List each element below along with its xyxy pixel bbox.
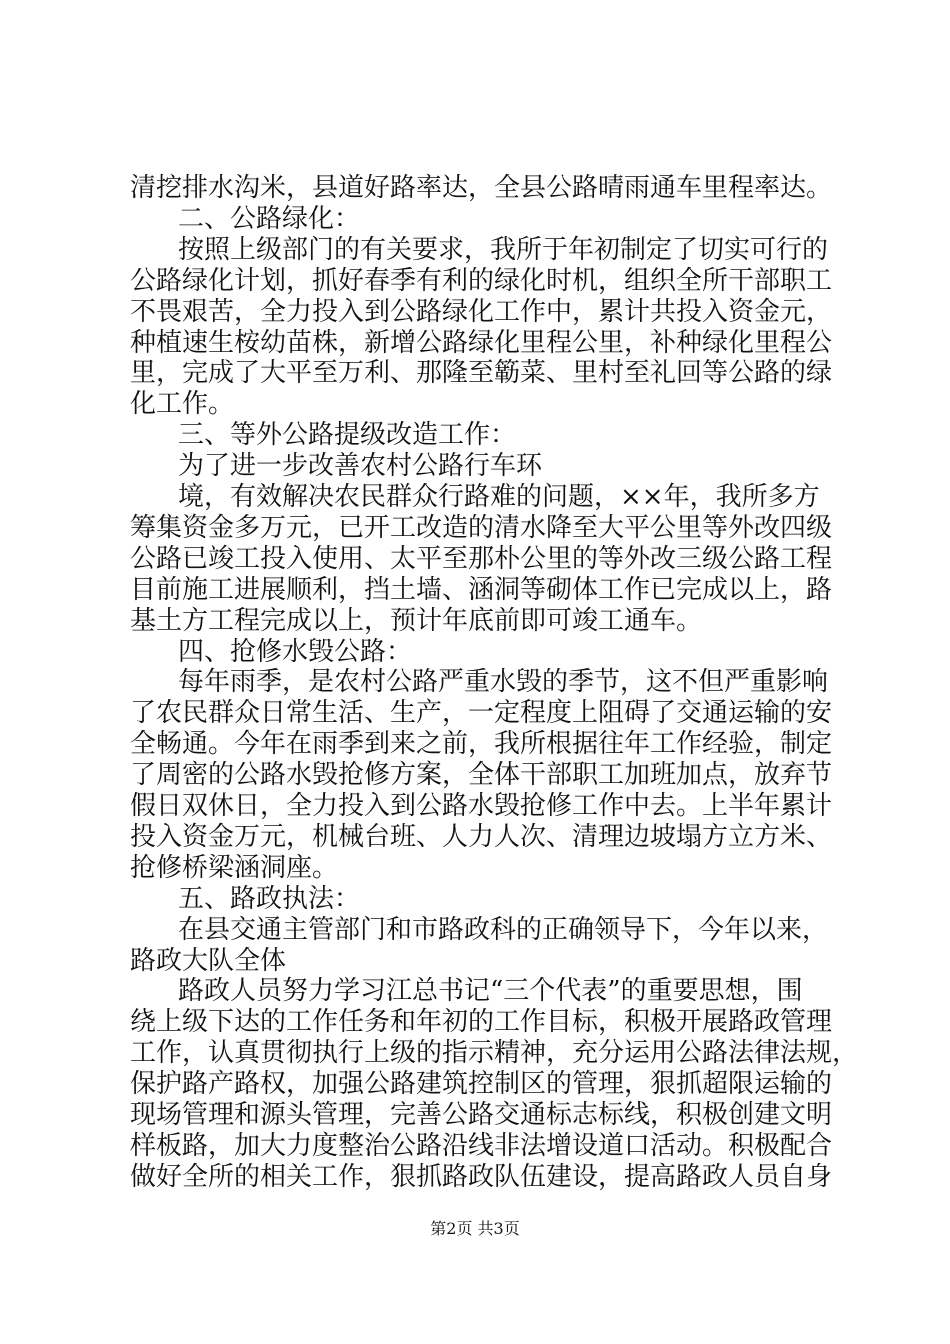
text-line: 投入资金万元，机械台班、人力人次、清理边坡塌方立方米、: [130, 821, 833, 852]
text-line: 工作，认真贯彻执行上级的指示精神，充分运用公路法律法规，: [130, 1038, 859, 1069]
text-line: 境，有效解决农民群众行路难的问题，××年，我所多方: [178, 482, 820, 512]
text-line: 每年雨季，是农村公路严重水毁的季节，这不但严重影响: [178, 667, 829, 698]
text-line: 目前施工进展顺利，挡土墙、涵洞等砌体工作已完成以上，路: [130, 574, 833, 605]
text-line: 里，完成了大平至万利、那隆至簕菜、里村至礼回等公路的绿: [130, 358, 833, 389]
section-heading: 四、抢修水毁公路：: [178, 636, 413, 667]
text-line: 公路绿化计划，抓好春季有利的绿化时机，组织全所干部职工: [130, 265, 833, 296]
text-line: 不畏艰苦，全力投入到公路绿化工作中，累计共投入资金元，: [130, 296, 833, 327]
text-line: 了农民群众日常生活、生产，一定程度上阻碍了交通运输的安: [130, 698, 833, 729]
section-heading: 二、公路绿化：: [178, 203, 361, 234]
text-line: 做好全所的相关工作，狠抓路政队伍建设，提高路政人员自身: [130, 1161, 833, 1192]
text-line: 筹集资金多万元，已开工改造的清水降至大平公里等外改四级: [130, 512, 833, 543]
text-line: 样板路，加大力度整治公路沿线非法增设道口活动。积极配合: [130, 1130, 833, 1161]
text-line: 保护路产路权，加强公路建筑控制区的管理，狠抓超限运输的: [130, 1069, 833, 1100]
text-line: 路政人员努力学习江总书记“三个代表”的重要思想，围: [178, 976, 803, 1007]
text-line: 清挖排水沟米，县道好路率达，全县公路晴雨通车里程率达。: [130, 173, 833, 203]
text-line: 假日双休日，全力投入到公路水毁抢修工作中去。上半年累计: [130, 791, 833, 821]
text-line: 在县交通主管部门和市路政科的正确领导下，今年以来，: [178, 914, 829, 945]
text-line: 绕上级下达的工作任务和年初的工作目标，积极开展路政管理: [130, 1007, 833, 1038]
text-line: 现场管理和源头管理，完善公路交通标志标线，积极创建文明: [130, 1100, 833, 1130]
text-line: 按照上级部门的有关要求，我所于年初制定了切实可行的: [178, 234, 829, 265]
text-line: 基土方工程完成以上，预计年底前即可竣工通车。: [130, 605, 703, 636]
section-heading: 三、等外公路提级改造工作：: [178, 420, 517, 451]
text-line: 公路已竣工投入使用、太平至那朴公里的等外改三级公路工程: [130, 543, 833, 574]
text-line: 路政大队全体: [130, 945, 287, 976]
text-line: 了周密的公路水毁抢修方案，全体干部职工加班加点，放弃节: [130, 760, 833, 791]
text-line: 化工作。: [130, 389, 235, 420]
text-line: 抢修桥梁涵洞座。: [130, 852, 339, 883]
page-footer: 第2页 共3页: [430, 1219, 520, 1238]
section-heading: 五、路政执法：: [178, 883, 361, 914]
text-line: 为了进一步改善农村公路行车环: [178, 451, 543, 482]
text-line: 全畅通。今年在雨季到来之前，我所根据往年工作经验，制定: [130, 729, 833, 760]
text-line: 种植速生桉幼苗株，新增公路绿化里程公里，补种绿化里程公: [130, 327, 833, 358]
